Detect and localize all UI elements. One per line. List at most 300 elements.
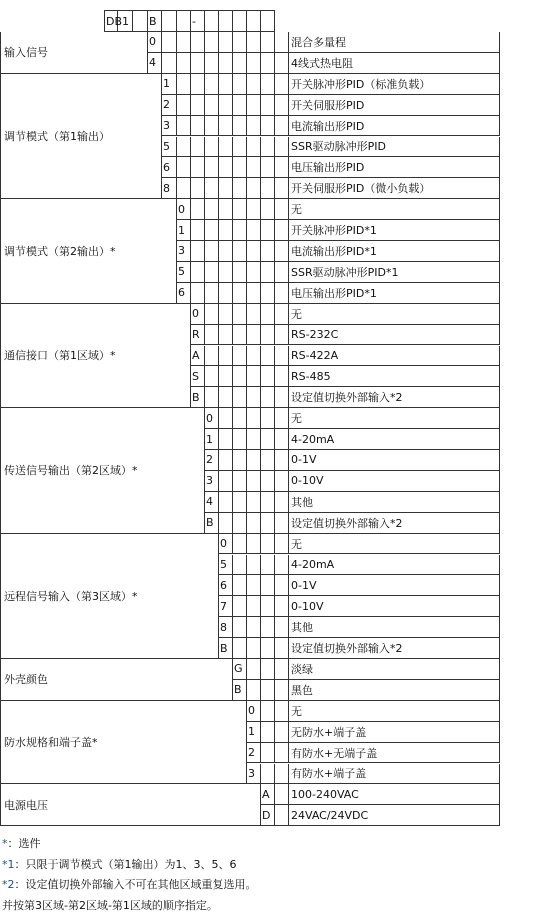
blank-cell: [233, 366, 247, 387]
blank-cell: [205, 157, 219, 178]
blank-cell: [219, 325, 233, 346]
blank-cell: [219, 387, 233, 408]
blank-cell: [233, 346, 247, 367]
blank-cell: [275, 784, 289, 805]
section-label: 电源电压: [0, 784, 261, 826]
blank-cell: [205, 325, 219, 346]
blank-cell: [275, 596, 289, 617]
option-description: 设定值切换外部输入*2: [289, 387, 500, 408]
blank-cell: [247, 492, 261, 513]
section-label: 远程信号输入（第3区域）*: [0, 534, 219, 659]
blank-cell: [233, 471, 247, 492]
blank-cell: [275, 32, 289, 53]
option-code: 1: [247, 722, 261, 743]
blank-cell: [247, 283, 261, 304]
option-code: 0: [205, 408, 219, 429]
blank-cell: [261, 283, 275, 304]
blank-cell: [233, 178, 247, 199]
option-code: D: [261, 805, 275, 826]
blank-cell: [191, 74, 205, 95]
blank-cell: [205, 178, 219, 199]
blank-cell: [233, 304, 247, 325]
blank-cell: [191, 53, 205, 74]
blank-cell: [261, 325, 275, 346]
blank-cell: [247, 346, 261, 367]
option-code: 0: [177, 199, 191, 220]
option-code: 5: [219, 555, 233, 576]
blank-cell: [247, 262, 261, 283]
blank-cell: [275, 492, 289, 513]
option-code: 7: [219, 596, 233, 617]
blank-cell: [219, 116, 233, 137]
blank-cell: [261, 53, 275, 74]
blank-cell: [233, 283, 247, 304]
blank-cell: [219, 220, 233, 241]
blank-cell: [247, 157, 261, 178]
blank-cell: [247, 220, 261, 241]
blank-cell: [247, 596, 261, 617]
option-description: 100-240VAC: [289, 784, 500, 805]
blank-cell: [261, 387, 275, 408]
option-code: 3: [162, 116, 177, 137]
blank-cell: [247, 366, 261, 387]
option-code: 5: [177, 262, 191, 283]
blank-cell: [275, 805, 289, 826]
blank-cell: [191, 199, 205, 220]
blank-cell: [233, 596, 247, 617]
blank-cell: [219, 346, 233, 367]
blank-cell: [233, 116, 247, 137]
blank-cell: [205, 241, 219, 262]
blank-cell: [219, 513, 233, 534]
blank-cell: [247, 95, 261, 116]
blank-cell: [205, 304, 219, 325]
blank-cell: [261, 262, 275, 283]
option-description: 无: [289, 534, 500, 555]
option-code: 2: [247, 743, 261, 764]
blank-cell: [261, 32, 275, 53]
blank-cell: [275, 178, 289, 199]
blank-cell: [247, 199, 261, 220]
blank-cell: [233, 53, 247, 74]
option-description: 4-20mA: [289, 555, 500, 576]
blank-cell: [205, 346, 219, 367]
blank-cell: [219, 74, 233, 95]
blank-cell: [247, 53, 261, 74]
option-code: R: [191, 325, 205, 346]
blank-cell: [275, 199, 289, 220]
blank-cell: [205, 74, 219, 95]
option-description: 有防水+端子盖: [289, 764, 500, 785]
blank-cell: [177, 178, 191, 199]
blank-cell: [219, 199, 233, 220]
section-label: 输入信号: [0, 32, 148, 74]
blank-cell: [275, 241, 289, 262]
blank-cell: [261, 492, 275, 513]
blank-cell: [233, 74, 247, 95]
option-code: G: [233, 659, 247, 680]
blank-cell: [261, 638, 275, 659]
blank-cell: [233, 513, 247, 534]
option-description: 0-1V: [289, 450, 500, 471]
blank-cell: [205, 199, 219, 220]
blank-cell: [205, 95, 219, 116]
option-description: 黑色: [289, 680, 500, 701]
blank-cell: [261, 575, 275, 596]
blank-cell: [247, 387, 261, 408]
option-code: 5: [162, 137, 177, 158]
code-template-cell: B: [148, 10, 162, 32]
blank-cell: [219, 408, 233, 429]
blank-cell: [191, 137, 205, 158]
footnote-1: *1：只限于调节模式（第1输出）为1、3、5、6: [2, 855, 257, 876]
blank-cell: [275, 74, 289, 95]
option-description: 开关脉冲形PID（标准负载）: [289, 74, 500, 95]
blank-cell: [261, 596, 275, 617]
blank-cell: [233, 137, 247, 158]
option-description: 无: [289, 408, 500, 429]
blank-cell: [247, 575, 261, 596]
code-template-cell: [233, 10, 247, 32]
option-description: 无防水+端子盖: [289, 722, 500, 743]
option-code: A: [191, 346, 205, 367]
blank-cell: [247, 137, 261, 158]
section-label: 防水规格和端子盖*: [0, 701, 247, 785]
option-description: 4线式热电阻: [289, 53, 500, 74]
option-code: 1: [177, 220, 191, 241]
blank-cell: [233, 429, 247, 450]
blank-cell: [247, 471, 261, 492]
blank-cell: [275, 116, 289, 137]
blank-cell: [233, 199, 247, 220]
blank-cell: [191, 157, 205, 178]
blank-cell: [177, 157, 191, 178]
blank-cell: [261, 366, 275, 387]
option-description: 0-1V: [289, 575, 500, 596]
option-description: 0-10V: [289, 596, 500, 617]
blank-cell: [219, 492, 233, 513]
blank-cell: [233, 450, 247, 471]
blank-cell: [219, 157, 233, 178]
blank-cell: [275, 346, 289, 367]
blank-cell: [247, 32, 261, 53]
blank-cell: [275, 137, 289, 158]
option-code: 3: [205, 471, 219, 492]
blank-cell: [233, 325, 247, 346]
blank-cell: [247, 513, 261, 534]
blank-cell: [219, 304, 233, 325]
code-template-cell: -: [191, 10, 205, 32]
blank-cell: [261, 95, 275, 116]
blank-cell: [275, 95, 289, 116]
blank-cell: [205, 32, 219, 53]
blank-cell: [219, 95, 233, 116]
blank-cell: [261, 555, 275, 576]
blank-cell: [275, 680, 289, 701]
option-code: 0: [247, 701, 261, 722]
blank-cell: [233, 387, 247, 408]
blank-cell: [275, 283, 289, 304]
blank-cell: [247, 555, 261, 576]
footnote-2: *2：设定值切换外部输入不可在其他区域重复选用。: [2, 875, 257, 896]
option-description: 其他: [289, 617, 500, 638]
option-code: 6: [219, 575, 233, 596]
code-template-cell: [247, 10, 261, 32]
blank-cell: [233, 534, 247, 555]
blank-cell: [261, 241, 275, 262]
blank-cell: [275, 408, 289, 429]
blank-cell: [162, 53, 177, 74]
section-label: 通信接口（第1区域）*: [0, 304, 191, 409]
blank-cell: [275, 722, 289, 743]
blank-cell: [233, 638, 247, 659]
option-code: 8: [162, 178, 177, 199]
option-code: 0: [219, 534, 233, 555]
blank-cell: [247, 304, 261, 325]
blank-cell: [162, 32, 177, 53]
blank-cell: [233, 617, 247, 638]
blank-cell: [275, 534, 289, 555]
option-description: 开关伺服形PID: [289, 95, 500, 116]
blank-cell: [219, 53, 233, 74]
blank-cell: [261, 304, 275, 325]
code-template-cell: [219, 10, 233, 32]
blank-cell: [233, 220, 247, 241]
option-description: 24VAC/24VDC: [289, 805, 500, 826]
blank-cell: [177, 32, 191, 53]
option-code: 4: [148, 53, 162, 74]
blank-cell: [275, 555, 289, 576]
blank-cell: [247, 450, 261, 471]
option-code: 0: [148, 32, 162, 53]
option-description: 电流输出形PID: [289, 116, 500, 137]
blank-cell: [219, 283, 233, 304]
blank-cell: [247, 116, 261, 137]
option-description: 电压输出形PID: [289, 157, 500, 178]
blank-cell: [233, 157, 247, 178]
option-code: B: [219, 638, 233, 659]
blank-cell: [261, 116, 275, 137]
blank-cell: [261, 137, 275, 158]
blank-cell: [205, 116, 219, 137]
blank-cell: [275, 513, 289, 534]
option-description: 有防水+无端子盖: [289, 743, 500, 764]
blank-cell: [261, 534, 275, 555]
option-code: 3: [177, 241, 191, 262]
blank-cell: [205, 366, 219, 387]
option-code: A: [261, 784, 275, 805]
blank-cell: [233, 408, 247, 429]
blank-cell: [205, 283, 219, 304]
blank-cell: [247, 74, 261, 95]
blank-cell: [177, 137, 191, 158]
blank-cell: [233, 555, 247, 576]
blank-cell: [275, 743, 289, 764]
blank-cell: [275, 471, 289, 492]
blank-cell: [261, 429, 275, 450]
blank-cell: [247, 325, 261, 346]
code-template-cell: [177, 10, 191, 32]
blank-cell: [261, 471, 275, 492]
blank-cell: [219, 137, 233, 158]
blank-cell: [261, 199, 275, 220]
blank-cell: [261, 178, 275, 199]
blank-cell: [275, 638, 289, 659]
blank-cell: [233, 492, 247, 513]
blank-cell: [247, 429, 261, 450]
blank-cell: [275, 617, 289, 638]
blank-cell: [275, 325, 289, 346]
blank-cell: [261, 764, 275, 785]
option-description: 0-10V: [289, 471, 500, 492]
option-code: 6: [177, 283, 191, 304]
section-label: 外壳颜色: [0, 659, 233, 701]
blank-cell: [177, 116, 191, 137]
section-label: 调节模式（第2输出）*: [0, 199, 177, 304]
blank-cell: [275, 387, 289, 408]
option-description: 4-20mA: [289, 429, 500, 450]
blank-cell: [191, 32, 205, 53]
blank-cell: [247, 178, 261, 199]
option-description: RS-485: [289, 366, 500, 387]
option-description: RS-232C: [289, 325, 500, 346]
option-description: 电流输出形PID*1: [289, 241, 500, 262]
blank-cell: [205, 137, 219, 158]
option-code: 2: [162, 95, 177, 116]
blank-cell: [177, 74, 191, 95]
blank-cell: [219, 429, 233, 450]
blank-cell: [191, 116, 205, 137]
option-description: 淡绿: [289, 659, 500, 680]
blank-cell: [247, 659, 261, 680]
blank-cell: [261, 74, 275, 95]
blank-cell: [261, 743, 275, 764]
blank-cell: [275, 450, 289, 471]
option-code: 0: [191, 304, 205, 325]
blank-cell: [261, 513, 275, 534]
blank-cell: [233, 575, 247, 596]
blank-cell: [205, 53, 219, 74]
blank-cell: [191, 178, 205, 199]
blank-cell: [177, 95, 191, 116]
option-description: 其他: [289, 492, 500, 513]
code-template-cell: [133, 10, 148, 32]
blank-cell: [191, 95, 205, 116]
blank-cell: [191, 283, 205, 304]
blank-cell: [261, 450, 275, 471]
blank-cell: [247, 617, 261, 638]
blank-cell: [219, 32, 233, 53]
option-description: 无: [289, 304, 500, 325]
blank-cell: [219, 450, 233, 471]
blank-cell: [191, 220, 205, 241]
option-description: 无: [289, 701, 500, 722]
blank-cell: [177, 53, 191, 74]
section-label: 传送信号输出（第2区域）*: [0, 408, 205, 533]
option-description: 无: [289, 199, 500, 220]
option-code: 2: [205, 450, 219, 471]
blank-cell: [261, 680, 275, 701]
blank-cell: [275, 701, 289, 722]
blank-cell: [219, 241, 233, 262]
blank-cell: [275, 220, 289, 241]
footnotes: [2, 834, 257, 916]
code-template-cell: DB1: [104, 10, 118, 32]
section-label: 调节模式（第1输出）: [0, 74, 162, 199]
blank-cell: [275, 157, 289, 178]
blank-cell: [275, 764, 289, 785]
option-description: 开关伺服形PID（微小负载）: [289, 178, 500, 199]
blank-cell: [261, 408, 275, 429]
option-description: 设定值切换外部输入*2: [289, 513, 500, 534]
option-description: 开关脉冲形PID*1: [289, 220, 500, 241]
blank-cell: [275, 366, 289, 387]
blank-cell: [261, 346, 275, 367]
footnote-optional: *：选件: [2, 834, 257, 855]
blank-cell: [219, 178, 233, 199]
blank-cell: [275, 429, 289, 450]
blank-cell: [275, 575, 289, 596]
blank-cell: [261, 722, 275, 743]
blank-cell: [261, 701, 275, 722]
blank-cell: [233, 262, 247, 283]
option-code: 6: [162, 157, 177, 178]
option-code: B: [205, 513, 219, 534]
option-description: SSR驱动脉冲形PID: [289, 137, 500, 158]
code-template-cell: [162, 10, 177, 32]
blank-cell: [219, 366, 233, 387]
code-template-cell: [118, 10, 133, 32]
option-code: 1: [205, 429, 219, 450]
option-description: RS-422A: [289, 346, 500, 367]
blank-cell: [261, 659, 275, 680]
blank-cell: [261, 157, 275, 178]
code-template-cell: [261, 10, 275, 32]
blank-cell: [205, 262, 219, 283]
option-description: 混合多量程: [289, 32, 500, 53]
code-template-cell: [205, 10, 219, 32]
blank-cell: [275, 262, 289, 283]
blank-cell: [275, 659, 289, 680]
blank-cell: [247, 241, 261, 262]
blank-cell: [205, 387, 219, 408]
blank-cell: [247, 638, 261, 659]
option-code: 3: [247, 764, 261, 785]
blank-cell: [191, 241, 205, 262]
blank-cell: [205, 220, 219, 241]
option-description: SSR驱动脉冲形PID*1: [289, 262, 500, 283]
blank-cell: [261, 220, 275, 241]
blank-cell: [275, 304, 289, 325]
blank-cell: [261, 617, 275, 638]
blank-cell: [233, 95, 247, 116]
blank-cell: [233, 241, 247, 262]
option-code: 1: [162, 74, 177, 95]
option-code: B: [191, 387, 205, 408]
footnote-2-continued: 并按第3区域-第2区域-第1区域的顺序指定。: [2, 896, 257, 916]
blank-cell: [275, 53, 289, 74]
option-description: 电压输出形PID*1: [289, 283, 500, 304]
option-code: 8: [219, 617, 233, 638]
blank-cell: [219, 471, 233, 492]
blank-cell: [191, 262, 205, 283]
option-description: 设定值切换外部输入*2: [289, 638, 500, 659]
blank-cell: [247, 534, 261, 555]
option-code: B: [233, 680, 247, 701]
blank-cell: [247, 680, 261, 701]
blank-cell: [247, 408, 261, 429]
blank-cell: [233, 32, 247, 53]
